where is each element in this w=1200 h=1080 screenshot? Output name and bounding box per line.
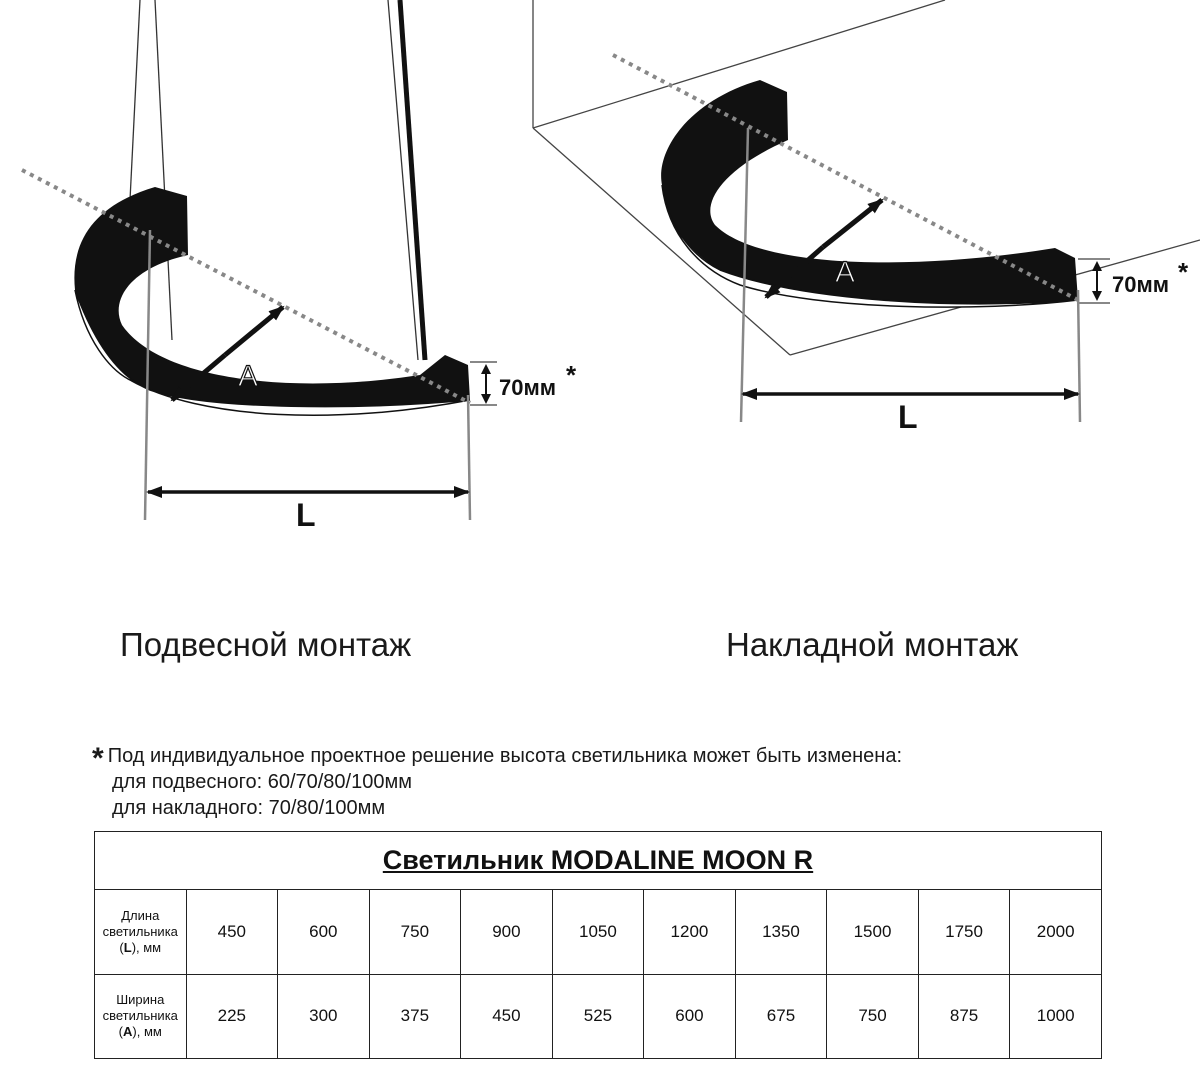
length-symbol-right: L [898, 399, 918, 435]
length-value: 900 [461, 890, 553, 974]
length-value: 2000 [1010, 890, 1102, 974]
length-value: 450 [186, 890, 278, 974]
length-value: 600 [278, 890, 370, 974]
width-value: 225 [186, 974, 278, 1058]
width-value: 300 [278, 974, 370, 1058]
width-symbol-left: A [238, 360, 259, 393]
row-label-length: Длина светильника (L), мм [95, 890, 187, 974]
length-value: 1200 [644, 890, 736, 974]
width-value: 1000 [1010, 974, 1102, 1058]
surface-mount-drawing [533, 0, 1200, 435]
height-label-left: 70мм [499, 375, 557, 400]
height-asterisk-left: * [566, 360, 577, 390]
width-value: 450 [461, 974, 553, 1058]
width-value: 375 [369, 974, 461, 1058]
note-line-2: для подвесного: 60/70/80/100мм [112, 771, 412, 793]
width-symbol-right: A [835, 256, 856, 289]
note-line-1: Под индивидуальное проектное решение высота светильника может быть изменена: [107, 745, 902, 767]
height-label-right: 70мм [1112, 272, 1170, 297]
note-asterisk: * [92, 742, 104, 775]
length-value: 1050 [552, 890, 644, 974]
height-note [92, 740, 902, 821]
width-value: 600 [644, 974, 736, 1058]
width-value: 875 [918, 974, 1010, 1058]
width-value: 525 [552, 974, 644, 1058]
caption-suspended: Подвесной монтаж [120, 626, 412, 663]
suspended-mount-drawing [22, 0, 577, 533]
length-value: 1350 [735, 890, 827, 974]
caption-surface: Накладной монтаж [726, 626, 1019, 663]
table-row-length [95, 890, 1102, 974]
width-value: 675 [735, 974, 827, 1058]
width-value: 750 [827, 974, 919, 1058]
row-label-width: Ширина светильника (A), мм [95, 974, 187, 1058]
length-symbol-left: L [296, 497, 316, 533]
table-title: Светильник MODALINE MOON R [95, 832, 1102, 890]
length-value: 1750 [918, 890, 1010, 974]
note-line-3: для накладного: 70/80/100мм [112, 797, 386, 819]
spec-table [94, 831, 1102, 1059]
length-value: 1500 [827, 890, 919, 974]
table-row-width [95, 974, 1102, 1058]
height-asterisk-right: * [1178, 257, 1189, 287]
length-value: 750 [369, 890, 461, 974]
